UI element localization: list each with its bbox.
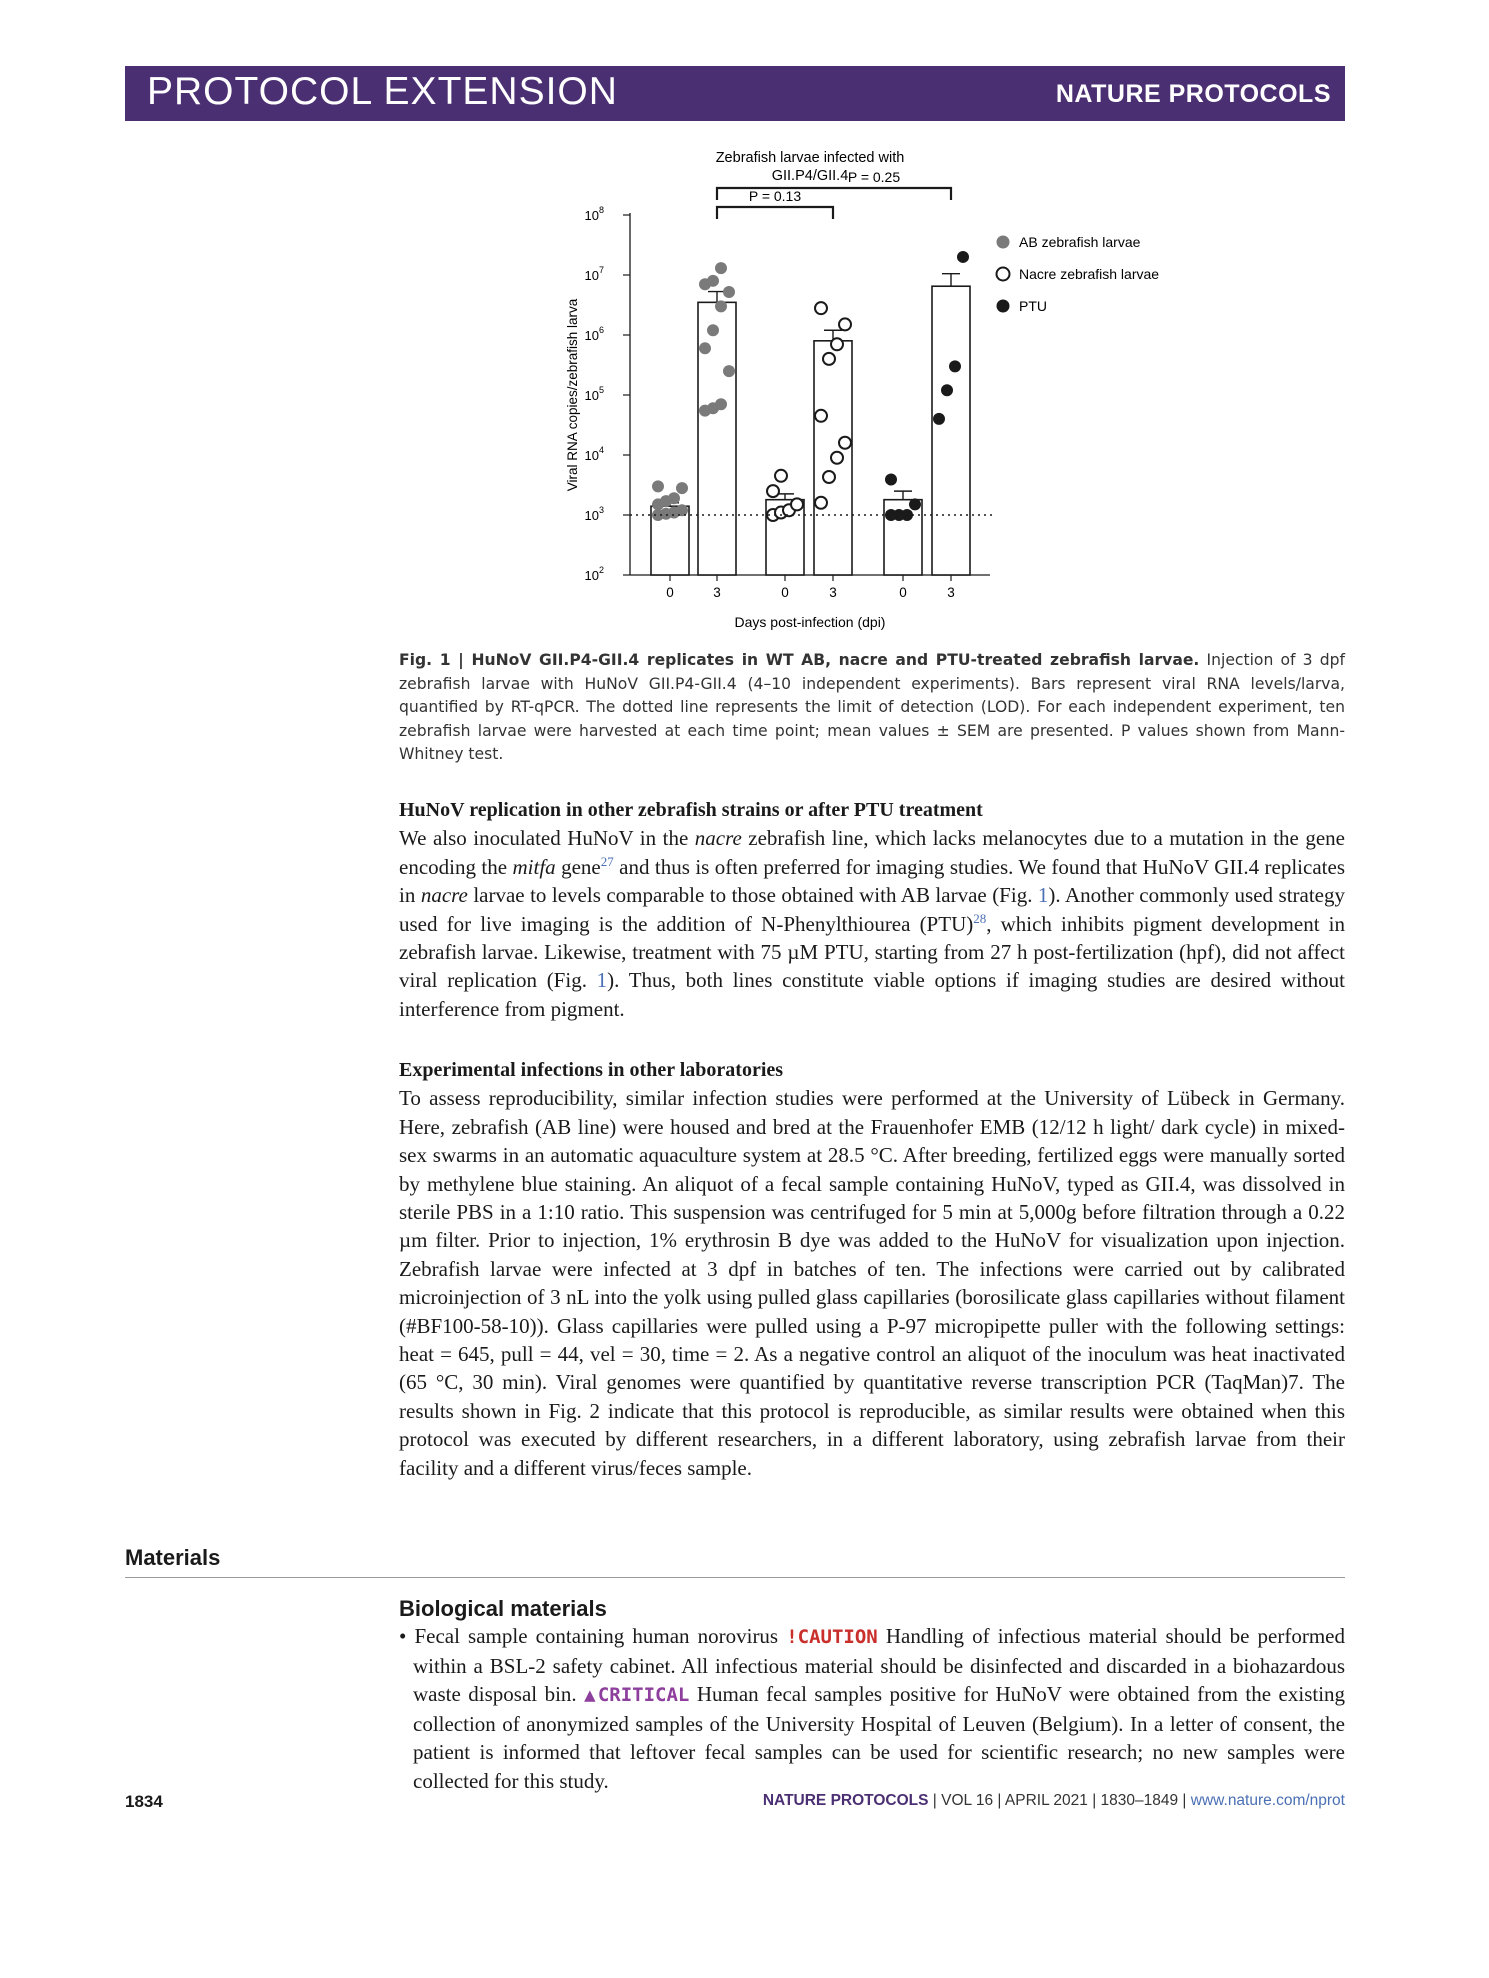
data-point bbox=[791, 498, 803, 510]
y-tick-label: $10^6$ bbox=[584, 325, 604, 343]
chart bbox=[520, 145, 1220, 645]
y-tick-label: $10^5$ bbox=[584, 385, 604, 403]
data-point bbox=[767, 485, 779, 497]
data-point bbox=[831, 338, 843, 350]
y-tick-label: $10^8$ bbox=[584, 205, 604, 223]
data-point bbox=[909, 498, 921, 510]
data-point bbox=[831, 452, 843, 464]
x-tick-label: 3 bbox=[829, 585, 837, 600]
x-axis-label: Days post-infection (dpi) bbox=[734, 614, 886, 630]
legend-label: Nacre zebrafish larvae bbox=[1019, 266, 1160, 282]
data-point bbox=[676, 482, 688, 494]
p-value-label: P = 0.13 bbox=[748, 188, 802, 204]
page-footer bbox=[125, 1792, 1345, 1822]
caution-label: !CAUTION bbox=[786, 1626, 878, 1648]
data-point bbox=[668, 492, 680, 504]
chart-title: Zebrafish larvae infected with bbox=[715, 150, 905, 166]
section-other-labs bbox=[399, 1056, 1345, 1482]
data-point bbox=[699, 342, 711, 354]
materials-list bbox=[399, 1622, 1345, 1796]
critical-text: Human fecal samples positive for HuNoV were obtained from the existing collection of anonymized samples of the University Hospital of Leuven (Belgium). In a letter of consent, the patient is informed that leftover fecal samples can be used for scientific research; no new samples were collected for this study. bbox=[413, 1682, 1346, 1793]
data-point bbox=[707, 275, 719, 287]
data-point bbox=[823, 353, 835, 365]
caption-label: Fig. 1 | HuNoV GII.P4-GII.4 replicates in WT AB, nacre and PTU-treated zebrafish larvae. bbox=[399, 651, 1200, 669]
y-tick-label: $10^3$ bbox=[584, 505, 604, 523]
data-point bbox=[775, 470, 787, 482]
data-point bbox=[652, 480, 664, 492]
legend-marker bbox=[997, 236, 1010, 249]
data-point bbox=[715, 262, 727, 274]
y-tick-label: $10^2$ bbox=[584, 565, 604, 583]
section-text: We also inoculated HuNoV in the nacre zebrafish line, which lacks melanocytes due to a mutation in the gene encoding the mitfa gene$^{27}$ and thus is often preferred for imaging studies. We found that HuNoV GII.4 replicates in nacre larvae to levels comparable to those obtained with AB larvae (Fig. 1). Another commonly used strategy used for live imaging is the addition of N-Phenylthiourea (PTU)$^{28}$, which inhibits pigment development in zebrafish larvae. Likewise, treatment with 75 µM PTU, starting from 27 h post-fertilization (hpf), did not affect viral replication (Fig. 1). Thus, both lines constitute viable options if imaging studies are desired without interference from pigment. bbox=[399, 826, 1345, 1021]
data-point bbox=[723, 365, 735, 377]
data-point bbox=[715, 398, 727, 410]
y-tick-label: $10^4$ bbox=[584, 445, 604, 463]
legend-marker bbox=[997, 300, 1010, 313]
footer-url[interactable]: www.nature.com/nprot bbox=[1190, 1792, 1345, 1809]
data-point bbox=[723, 286, 735, 298]
data-point bbox=[957, 251, 969, 263]
caution-text: Handling of infectious material should be performed within a BSL-2 safety cabinet. All infectious material should be disinfected and discarded in a biohazardous waste disposal bin. bbox=[413, 1624, 1345, 1707]
data-point bbox=[839, 318, 851, 330]
data-point bbox=[933, 413, 945, 425]
section-replication bbox=[399, 796, 1345, 1023]
journal-citation bbox=[763, 1792, 1345, 1810]
list-item: • Fecal sample containing human norovirus !CAUTION Handling of infectious material should be performed within a BSL-2 safety cabinet. All infectious material should be disinfected and discarded in a biohazardous waste disposal bin. ▲CRITICAL Human fecal samples positive for HuNoV were obtained from the existing collection of anonymized samples of the University Hospital of Leuven (Belgium). In a letter of consent, the patient is informed that leftover fecal samples can be used for scientific research; no new samples were collected for this study. bbox=[399, 1624, 1346, 1793]
data-point bbox=[823, 471, 835, 483]
data-point bbox=[941, 384, 953, 396]
significance-bracket bbox=[717, 207, 833, 219]
legend-label: PTU bbox=[1019, 298, 1047, 314]
biological-materials-heading: Biological materials bbox=[399, 1596, 607, 1621]
section-title: HuNoV replication in other zebrafish strains or after PTU treatment bbox=[399, 799, 983, 821]
bar bbox=[932, 286, 970, 575]
data-point bbox=[815, 497, 827, 509]
figure-caption bbox=[399, 649, 1345, 767]
y-axis-label: Viral RNA copies/zebrafish larva bbox=[565, 298, 580, 492]
footer-journal-name: NATURE PROTOCOLS bbox=[762, 1792, 929, 1809]
x-tick-label: 0 bbox=[781, 585, 789, 600]
data-point bbox=[676, 504, 688, 516]
critical-label: ▲CRITICAL bbox=[584, 1684, 690, 1707]
section-title: Experimental infections in other laboratories bbox=[399, 1059, 784, 1081]
x-tick-label: 3 bbox=[713, 585, 721, 600]
data-point bbox=[815, 302, 827, 314]
data-point bbox=[949, 360, 961, 372]
x-tick-label: 0 bbox=[899, 585, 907, 600]
bullet-intro: Fecal sample containing human norovirus bbox=[414, 1624, 779, 1648]
chart-title: GII.P4/GII.4 bbox=[771, 168, 849, 184]
data-point bbox=[885, 474, 897, 486]
section-text: To assess reproducibility, similar infection studies were performed at the University of Lübeck in Germany. Here, zebrafish (AB line) were housed and bred at the Frauenhofer EMB (12/12 h light/ dark cycle) in mixed-sex swarms in an automatic aquaculture system at 28.5 °C. After breeding, fertilized eggs were manually sorted by methylene blue staining. An aliquot of a fecal sample containing HuNoV, typed as GII.4, was dissolved in sterile PBS in a 1:10 ratio. This suspension was centrifuged for 5 min at 5,000g before filtration through a 0.22 µm filter. Prior to injection, 1% erythrosin B dye was added to the HuNoV for visualization upon injection. Zebrafish larvae were infected at 3 dpf in batches of ten. The infections were carried out by calibrated microinjection of 3 nL into the yolk using pulled glass capillaries (borosilicate glass capillaries without filament (#BF100-58-10)). Glass capillaries were pulled using a P-97 micropipette puller with the following settings: heat = 645, pull = 44, vel = 30, time = 2. As a negative control an aliquot of the inoculum was heat inactivated (65 °C, 30 min). Viral genomes were quantified by quantitative reverse transcription PCR (TaqMan)7. The results shown in Fig. 2 indicate that this protocol is reproducible, as similar results were obtained when this protocol was executed by different researchers, in a different laboratory, using zebrafish larvae from their facility and a different virus/feces sample. bbox=[399, 1086, 1345, 1480]
p-value-label: P = 0.25 bbox=[847, 169, 901, 185]
materials-heading: Materials bbox=[125, 1545, 1345, 1578]
journal-title: NATURE PROTOCOLS bbox=[1055, 80, 1331, 108]
article-type: PROTOCOL EXTENSION bbox=[147, 70, 618, 113]
data-point bbox=[839, 437, 851, 449]
x-tick-label: 3 bbox=[947, 585, 955, 600]
header-banner bbox=[125, 66, 1345, 121]
footer-citation: | VOL 16 | APRIL 2021 | 1830–1849 | bbox=[928, 1792, 1191, 1809]
x-tick-label: 0 bbox=[666, 585, 674, 600]
data-point bbox=[715, 300, 727, 312]
legend-marker bbox=[997, 268, 1010, 281]
legend-label: AB zebrafish larvae bbox=[1019, 234, 1141, 250]
page-number: 1834 bbox=[125, 1792, 163, 1811]
figure-1 bbox=[520, 145, 1220, 645]
y-tick-label: $10^7$ bbox=[584, 265, 604, 283]
caption-text: Injection of 3 dpf zebrafish larvae with HuNoV GII.P4-GII.4 (4–10 independent experiments). Bars represent viral RNA levels/larva, quantified by RT-qPCR. The dotted line represents the limit of detection (LOD). For each independent experiment, ten zebrafish larvae were harvested at each time point; mean values ± SEM are presented. P values shown from Mann-Whitney test. bbox=[399, 651, 1345, 763]
data-point bbox=[707, 324, 719, 336]
data-point bbox=[815, 410, 827, 422]
